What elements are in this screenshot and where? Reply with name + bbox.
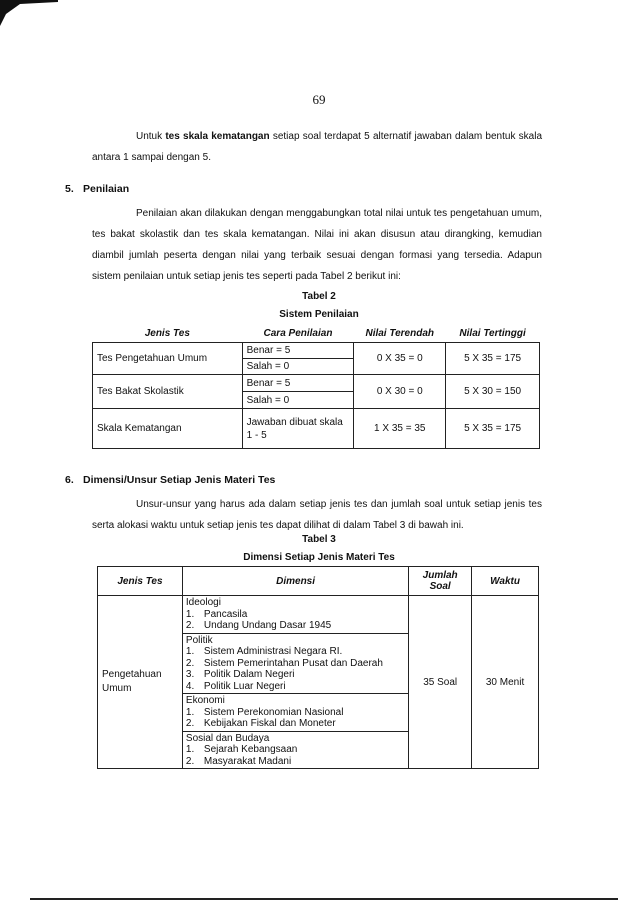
dimension-item: [186, 756, 405, 768]
dimension-item-number: 4.: [185, 680, 195, 692]
dimension-item: [186, 744, 405, 756]
dimension-group-title: Sosial dan Budaya: [185, 732, 270, 744]
table-3-label: Tabel 3: [302, 534, 336, 545]
table-row: [93, 343, 540, 359]
dimension-item-text: Pancasila: [203, 608, 248, 620]
dimension-item-text: Politik Luar Negeri: [203, 680, 286, 692]
intro-paragraph: [92, 126, 542, 168]
table-2-label: Tabel 2: [302, 291, 336, 302]
intro-bold-term: tes skala kematangan: [165, 131, 270, 142]
table-2-header-cara: Cara Penilaian: [242, 325, 354, 343]
dimension-item: [186, 658, 405, 670]
table-2-header-tertinggi: Nilai Tertinggi: [446, 325, 540, 343]
section-6-paragraph: Unsur-unsur yang harus ada dalam setiap jenis tes dan jumlah soal untuk setiap jenis tes serta alokasi waktu untuk setiap jenis tes dapat dilihat di dalam Tabel 3 di bawah ini.: [92, 499, 542, 531]
table-3-header-dimensi: Dimensi: [182, 567, 408, 596]
dimension-item-text: Sistem Pemerintahan Pusat dan Daerah: [203, 657, 383, 669]
dimension-item-number: 1.: [185, 646, 195, 657]
dimension-item: [186, 620, 405, 632]
section-6-number: 6.: [65, 474, 74, 486]
dimension-item-number: 2.: [185, 657, 195, 669]
table-2-title: Sistem Penilaian: [279, 309, 359, 320]
dimension-group: [183, 694, 408, 732]
table-cell-jumlah: 35 Soal: [409, 596, 472, 769]
table-cell-jenis: Pengetahuan Umum: [98, 596, 183, 769]
dimension-item: [186, 707, 405, 719]
table-3-header-jumlah: Jumlah Soal: [409, 567, 472, 596]
dimension-item-text: Sistem Administrasi Negara RI.: [203, 646, 343, 657]
table-cell-tertinggi: 5 X 30 = 150: [446, 375, 540, 409]
table-cell-jenis: Tes Bakat Skolastik: [93, 375, 243, 409]
dimension-item-number: 3.: [185, 669, 195, 680]
dimension-group-title: Ideologi: [185, 597, 221, 608]
dimension-item-number: 2.: [185, 755, 195, 767]
table-cell-jenis: Skala Kematangan: [93, 409, 243, 449]
dimension-group: [183, 596, 408, 634]
table-cell-tertinggi: 5 X 35 = 175: [446, 409, 540, 449]
dimension-item-text: Undang Undang Dasar 1945: [203, 620, 332, 631]
table-cell-cara-line: Jawaban dibuat skala: [246, 416, 343, 428]
dimension-item-text: Kebijakan Fiskal dan Moneter: [203, 718, 336, 729]
table-2-header-jenis: Jenis Tes: [93, 325, 243, 343]
dimension-item: [186, 609, 405, 621]
section-5-number: 5.: [65, 183, 74, 195]
table-cell-terendah: 0 X 35 = 0: [354, 343, 446, 375]
dimension-item-number: 1.: [185, 744, 195, 755]
section-6-heading: [65, 474, 275, 486]
section-5-title: Penilaian: [83, 183, 130, 195]
table-3-title: Dimensi Setiap Jenis Materi Tes: [243, 552, 395, 563]
section-5-paragraph: Penilaian akan dilakukan dengan menggabungkan total nilai untuk tes pengetahuan umum, tes bakat skolastik dan tes skala kematangan. Nilai ini akan disusun atau dirangking, kemudian diambil jumlah peserta dengan nilai yang terbaik sesuai dengan formasi yang tersedia. Adapun sistem penilaian untuk setiap jenis tes seperti pada Tabel 2 berikut ini:: [92, 208, 542, 282]
table-cell-cara: [242, 409, 354, 449]
table-row: [93, 409, 540, 449]
section-5-heading: [65, 183, 129, 195]
table-cell-dimensi: [182, 596, 408, 769]
table-2-header-row: [93, 325, 540, 343]
table-2-header-terendah: Nilai Terendah: [354, 325, 446, 343]
page-bottom-rule: [30, 898, 618, 900]
table-cell-terendah: 1 X 35 = 35: [354, 409, 446, 449]
binding-corner-mark: [0, 0, 60, 40]
dimension-item: [186, 681, 405, 693]
table-3-header-waktu: Waktu: [472, 567, 539, 596]
dimension-item-text: Politik Dalam Negeri: [203, 669, 295, 680]
dimension-item-number: 2.: [185, 620, 195, 631]
dimension-item: [186, 646, 405, 658]
table-3: [97, 566, 539, 769]
table-cell-jenis: Tes Pengetahuan Umum: [93, 343, 243, 375]
dimension-group-title: Politik: [185, 634, 213, 646]
intro-text-start: Untuk: [136, 131, 166, 142]
table-3-header-jenis: Jenis Tes: [98, 567, 183, 596]
dimension-item-number: 1.: [185, 706, 195, 718]
section-6-title: Dimensi/Unsur Setiap Jenis Materi Tes: [83, 474, 276, 486]
table-cell-waktu: 30 Menit: [472, 596, 539, 769]
table-3-header-row: [98, 567, 539, 596]
table-cell-cara: Salah = 0: [242, 392, 354, 409]
table-cell-cara: Salah = 0: [242, 359, 354, 375]
table-cell-terendah: 0 X 30 = 0: [354, 375, 446, 409]
page-number: 69: [312, 92, 326, 107]
dimension-group: [183, 732, 408, 769]
dimension-item-number: 2.: [185, 718, 195, 729]
table-cell-tertinggi: 5 X 35 = 175: [446, 343, 540, 375]
intro-text-end: setiap soal terdapat 5 alternatif jawaban dalam bentuk skala antara 1 sampai dengan 5.: [92, 131, 543, 163]
dimension-item-text: Sejarah Kebangsaan: [203, 744, 298, 755]
table-row: [98, 596, 539, 769]
table-cell-cara: Benar = 5: [242, 343, 354, 359]
dimension-item-number: 1.: [185, 608, 195, 620]
dimension-item: [186, 669, 405, 681]
dimension-group: [183, 634, 408, 695]
table-cell-cara: Benar = 5: [242, 375, 354, 392]
dimension-item-text: Masyarakat Madani: [203, 755, 292, 767]
dimension-group-title: Ekonomi: [185, 695, 225, 706]
table-2: [92, 325, 540, 449]
dimension-item: [186, 718, 405, 730]
dimension-item-text: Sistem Perekonomian Nasional: [203, 706, 344, 718]
table-row: [93, 375, 540, 392]
table-cell-cara-line: 1 - 5: [246, 429, 267, 441]
